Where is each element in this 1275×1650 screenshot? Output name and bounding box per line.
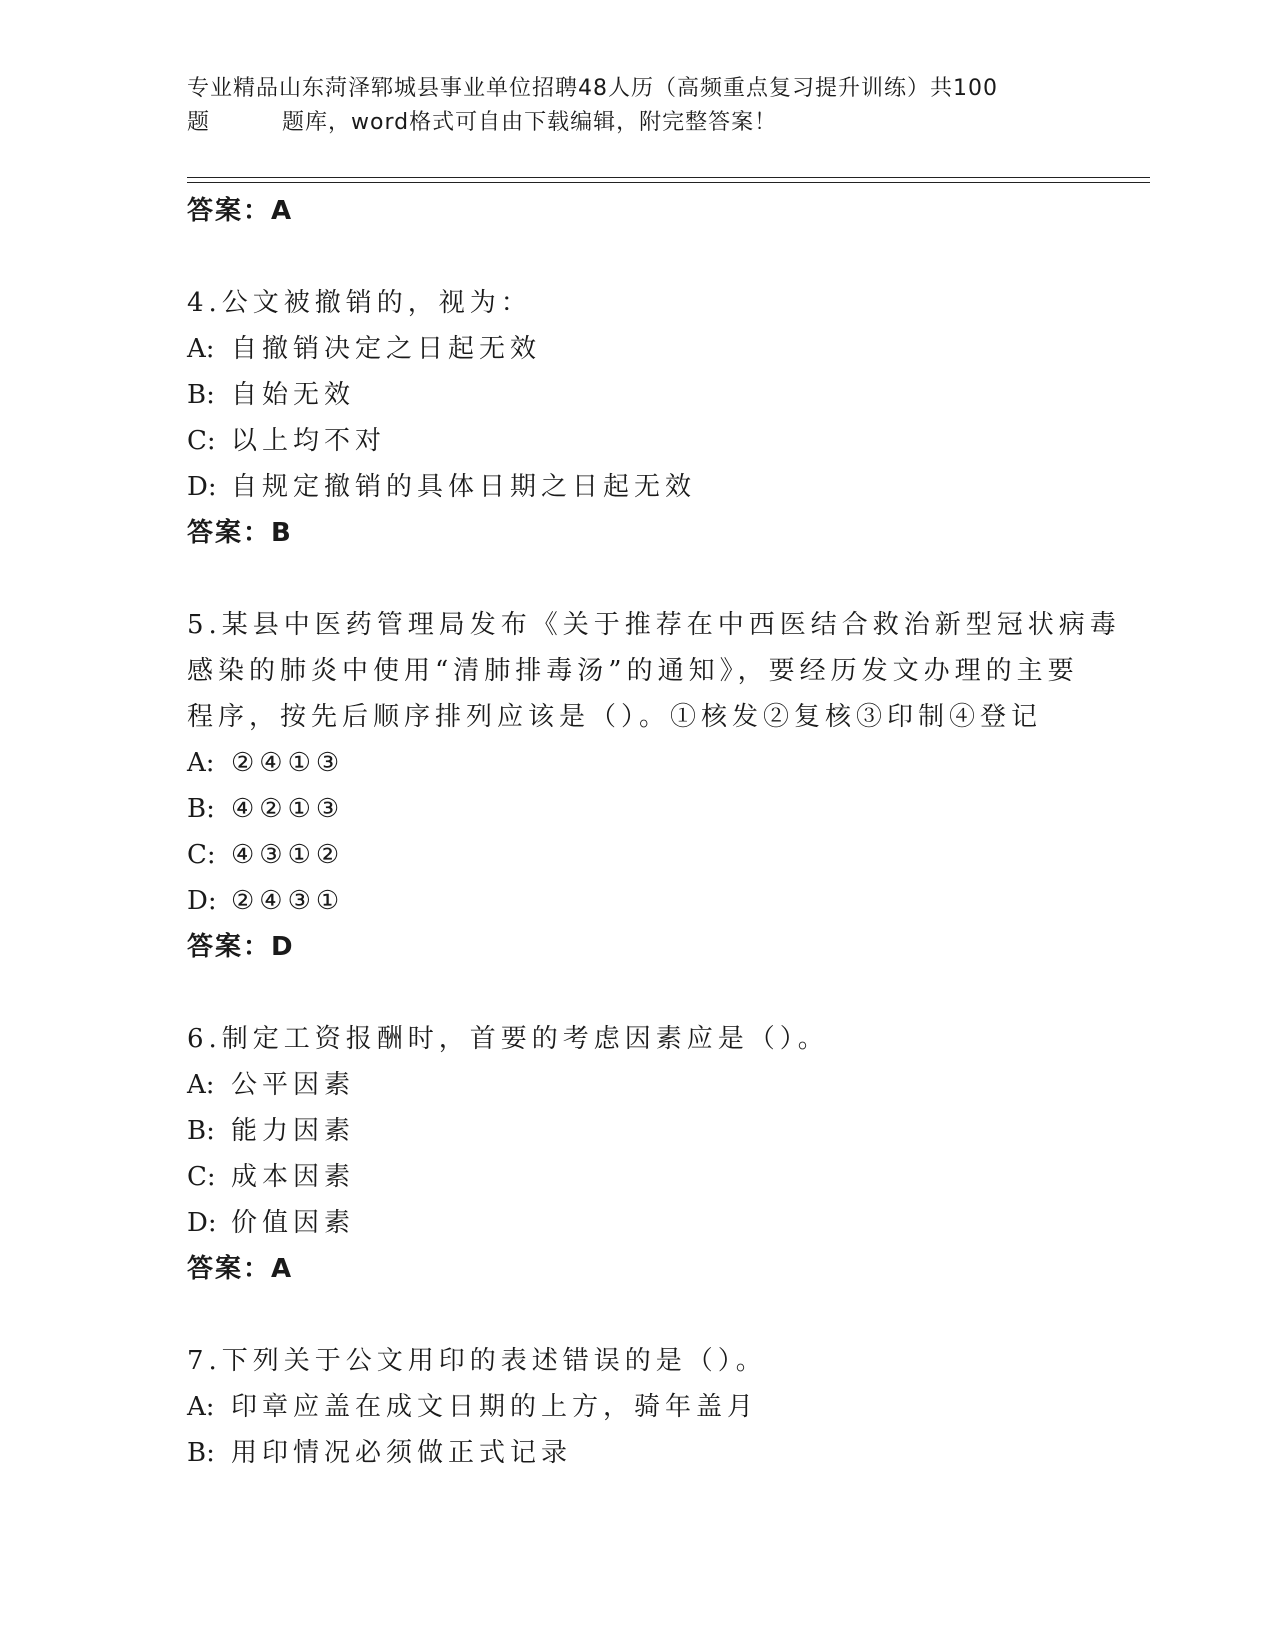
previous-answer: 答案：A [187, 196, 294, 226]
option-key: B: [187, 380, 215, 410]
option-text: 自始无效 [231, 380, 356, 410]
option-a [187, 740, 1147, 786]
option-c [187, 1154, 1147, 1200]
question-text: 4.公文被撤销的，视为： [187, 288, 532, 318]
question-text: 7.下列关于公文用印的表述错误的是（）。 [187, 1346, 767, 1376]
option-key: A: [187, 748, 215, 778]
option-b [187, 1430, 1147, 1476]
header-line-2 [187, 106, 1087, 140]
question-7 [187, 1338, 1147, 1476]
option-key: C: [187, 1162, 216, 1192]
option-text: 以上均不对 [231, 426, 387, 456]
header-line-2-right: 题库，word格式可自由下载编辑，附完整答案！ [282, 110, 778, 135]
option-key: A: [187, 1392, 215, 1422]
option-d [187, 464, 1147, 510]
option-b [187, 786, 1147, 832]
document-header [187, 72, 1087, 140]
option-text: 自撤销决定之日起无效 [231, 334, 542, 364]
question-text: 感染的肺炎中使用“清肺排毒汤”的通知》，要经历发文办理的主要 [187, 656, 1079, 686]
option-text: ④②①③ [231, 794, 345, 824]
option-key: C: [187, 426, 216, 456]
option-d [187, 878, 1147, 924]
question-6 [187, 1016, 1147, 1292]
answer: 答案：D [187, 932, 295, 962]
option-a [187, 326, 1147, 372]
option-text: ②④①③ [231, 748, 345, 778]
question-text: 程序，按先后顺序排列应该是（）。①核发②复核③印制④登记 [187, 702, 1043, 732]
question-text: 6.制定工资报酬时，首要的考虑因素应是（）。 [187, 1024, 829, 1054]
header-rule-top [187, 177, 1150, 178]
option-key: B: [187, 794, 215, 824]
option-b [187, 372, 1147, 418]
option-text: ②④③① [231, 886, 345, 916]
option-text: ④③①② [231, 840, 345, 870]
option-text: 自规定撤销的具体日期之日起无效 [231, 472, 697, 502]
option-a [187, 1062, 1147, 1108]
question-list [187, 188, 1147, 1476]
option-key: A: [187, 334, 215, 364]
option-text: 成本因素 [231, 1162, 356, 1192]
option-a [187, 1384, 1147, 1430]
header-rule-bottom [187, 182, 1150, 183]
option-text: 价值因素 [231, 1208, 356, 1238]
option-key: C: [187, 840, 216, 870]
question-text: 5.某县中医药管理局发布《关于推荐在中西医结合救治新型冠状病毒 [187, 610, 1121, 640]
header-line-2-left: 题 [187, 110, 211, 135]
option-text: 用印情况必须做正式记录 [231, 1438, 573, 1468]
option-key: D: [187, 886, 217, 916]
option-key: B: [187, 1438, 215, 1468]
option-text: 能力因素 [231, 1116, 356, 1146]
option-text: 印章应盖在成文日期的上方，骑年盖月 [231, 1392, 759, 1422]
option-c [187, 832, 1147, 878]
answer: 答案：A [187, 1254, 294, 1284]
answer: 答案：B [187, 518, 293, 548]
header-line-1: 专业精品山东菏泽郓城县事业单位招聘48人历（高频重点复习提升训练）共100 [187, 76, 998, 101]
option-c [187, 418, 1147, 464]
question-4 [187, 280, 1147, 556]
option-key: D: [187, 1208, 217, 1238]
option-d [187, 1200, 1147, 1246]
option-text: 公平因素 [231, 1070, 356, 1100]
option-key: A: [187, 1070, 215, 1100]
question-5 [187, 602, 1147, 970]
option-key: B: [187, 1116, 215, 1146]
option-b [187, 1108, 1147, 1154]
option-key: D: [187, 472, 217, 502]
